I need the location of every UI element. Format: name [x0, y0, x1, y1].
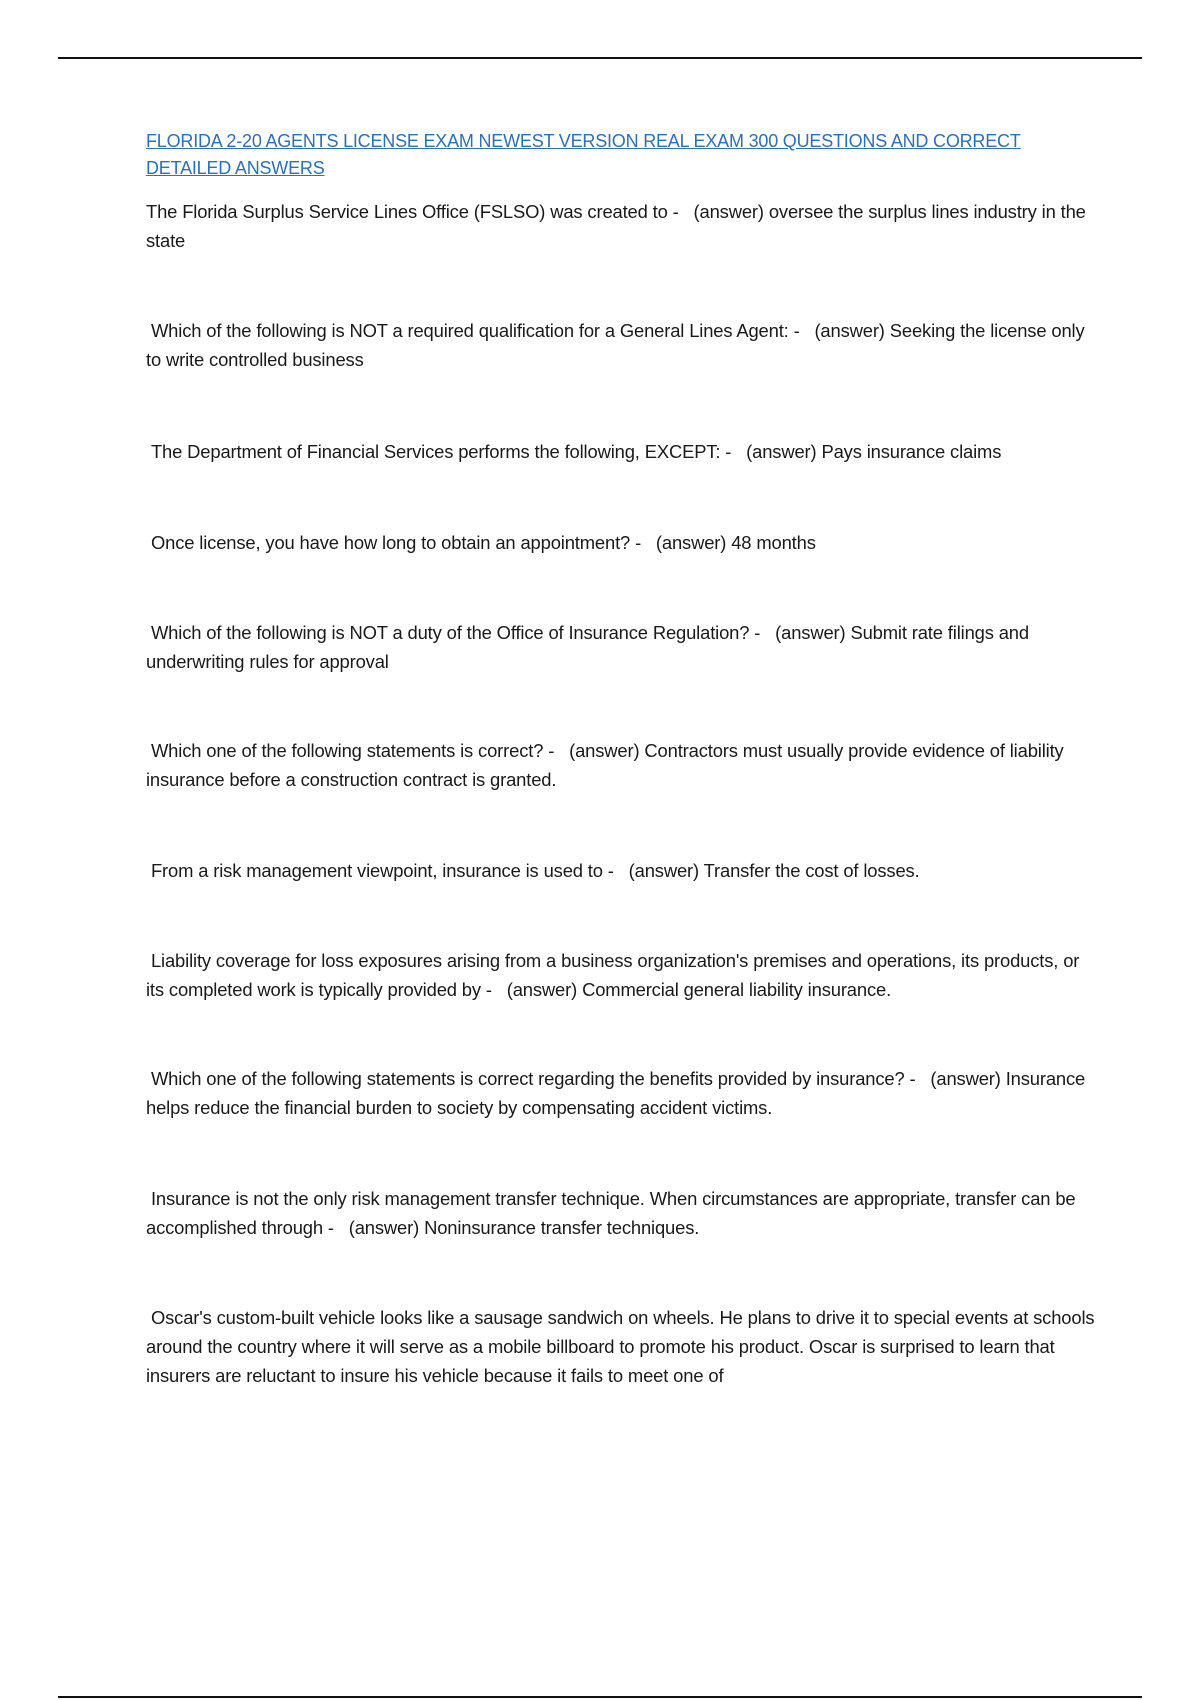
qa-item	[146, 856, 1096, 885]
answer-text: 48 months	[731, 532, 816, 553]
answer-text: Transfer the cost of losses.	[703, 860, 920, 881]
answer-text: Pays insurance claims	[821, 441, 1002, 462]
separator: -	[543, 740, 570, 761]
separator: -	[602, 860, 629, 881]
qa-item	[146, 316, 1096, 374]
question-text: Which one of the following statements is correct regarding the benefits provided by insurance?	[146, 1068, 905, 1089]
answer-marker: (answer)	[506, 979, 578, 1000]
separator: -	[788, 320, 815, 341]
answer-marker: (answer)	[655, 532, 727, 553]
question-text: Insurance is not the only risk management transfer technique. When circumstances are appropriate, transfer can be accomplished through	[146, 1188, 1081, 1238]
question-text: Liability coverage for loss exposures arising from a business organization's premises and operations, its products, or its completed work is typically provided by	[146, 950, 1085, 1000]
document-title: FLORIDA 2-20 AGENTS LICENSE EXAM NEWEST VERSION REAL EXAM 300 QUESTIONS AND CORRECT DETAILED ANSWERS	[146, 131, 1021, 178]
separator: -	[322, 1217, 349, 1238]
separator: -	[630, 532, 656, 553]
separator: -	[720, 441, 747, 462]
qa-item	[146, 437, 1096, 466]
separator: -	[749, 622, 776, 643]
answer-marker: (answer)	[930, 1068, 1001, 1089]
separator: -	[667, 201, 694, 222]
document-body	[146, 128, 1100, 1390]
qa-item	[146, 1303, 1100, 1390]
answer-text: Contractors must usually provide evidence of liability insurance before a construction contract is granted.	[146, 740, 1069, 790]
answer-text: Commercial general liability insurance.	[582, 979, 892, 1000]
answer-text: Submit rate filings and underwriting rules for approval	[146, 622, 1034, 672]
question-text: Once license, you have how long to obtain an appointment?	[146, 532, 631, 553]
qa-item	[146, 1064, 1096, 1122]
answer-text: oversee the surplus lines industry in the state	[146, 201, 1091, 251]
question-text: Which one of the following statements is correct?	[146, 740, 544, 761]
question-text: From a risk management viewpoint, insurance is used to	[146, 860, 603, 881]
qa-item	[146, 736, 1096, 794]
answer-text: Seeking the license only to write controlled business	[146, 320, 1090, 370]
answer-text: Noninsurance transfer techniques.	[424, 1217, 700, 1238]
answer-marker: (answer)	[348, 1217, 420, 1238]
qa-item	[146, 946, 1096, 1004]
qa-item	[146, 618, 1096, 676]
header-rule	[58, 57, 1142, 59]
answer-marker: (answer)	[746, 441, 817, 462]
question-text: The Florida Surplus Service Lines Office (FSLSO) was created to	[146, 201, 668, 222]
answer-marker: (answer)	[693, 201, 764, 222]
answer-marker: (answer)	[569, 740, 640, 761]
separator: -	[480, 979, 507, 1000]
question-text: Which of the following is NOT a required qualification for a General Lines Agent:	[146, 320, 789, 341]
answer-text: Insurance helps reduce the financial burden to society by compensating accident victims.	[146, 1068, 1091, 1118]
separator: -	[904, 1068, 931, 1089]
answer-marker: (answer)	[628, 860, 699, 881]
qa-item	[146, 1184, 1096, 1242]
answer-marker: (answer)	[775, 622, 846, 643]
qa-item	[146, 197, 1096, 255]
answer-marker: (answer)	[814, 320, 885, 341]
qa-item	[146, 528, 1096, 557]
question-text: Oscar's custom-built vehicle looks like a sausage sandwich on wheels. He plans to drive it to special events at schools around the country where it will serve as a mobile billboard to promote his product. Oscar is surprised to learn that insurers are reluctant to insure his vehicle because it fails to meet one of	[146, 1307, 1100, 1386]
question-text: The Department of Financial Services performs the following, EXCEPT:	[146, 441, 721, 462]
footer-rule	[58, 1696, 1142, 1698]
question-text: Which of the following is NOT a duty of the Office of Insurance Regulation?	[146, 622, 750, 643]
